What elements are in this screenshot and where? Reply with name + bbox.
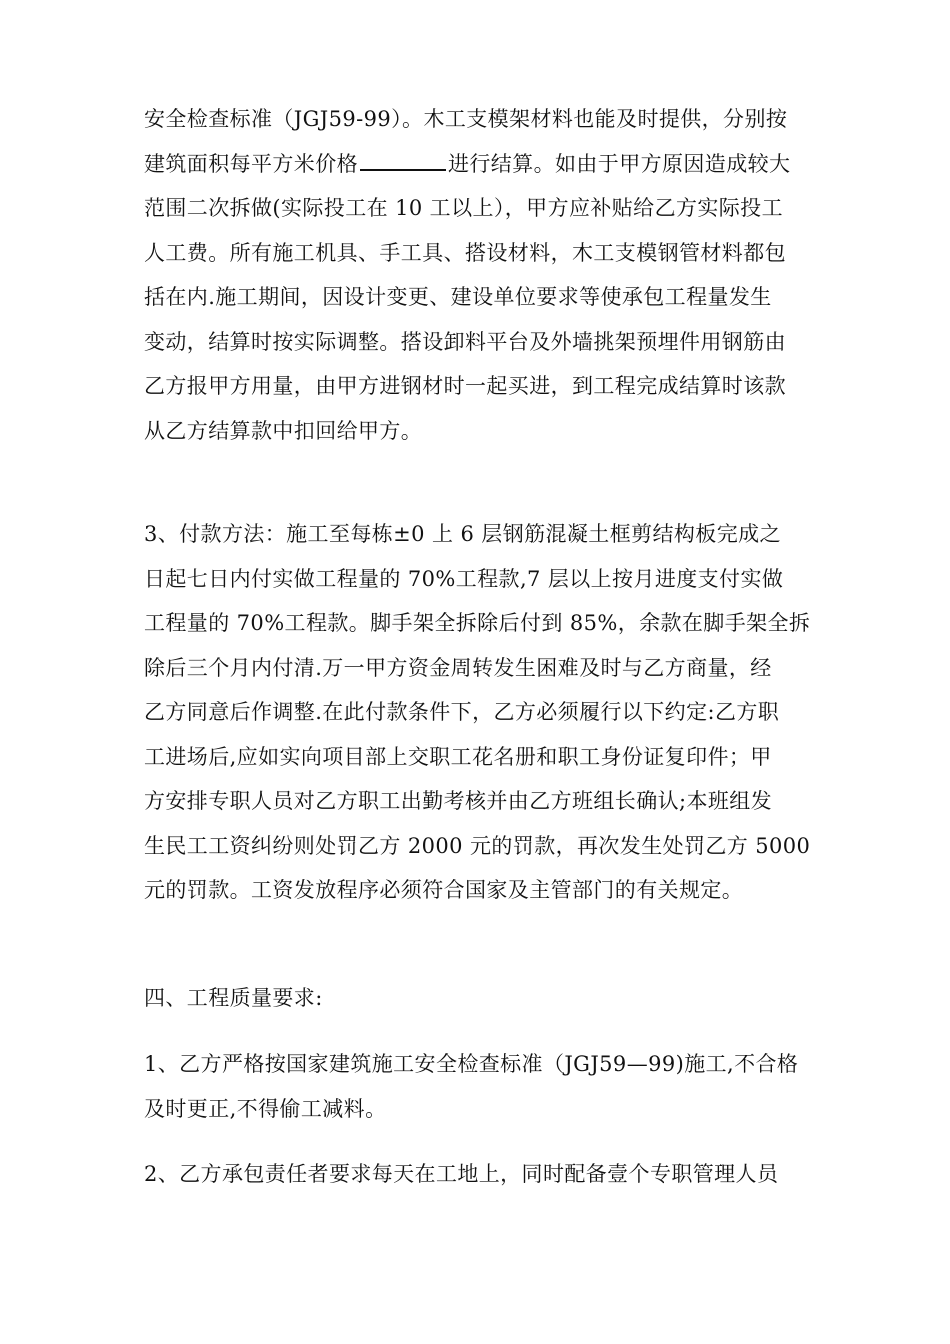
- section-heading-quality-requirements: [144, 976, 814, 1021]
- text-line: 3、付款方法：施工至每栋±0 上 6 层钢筋混凝土框剪结构板完成之: [144, 522, 781, 546]
- text-line: 2、乙方承包责任者要求每天在工地上，同时配备壹个专职管理人员: [144, 1162, 779, 1186]
- paragraph-quality-item-2: [144, 1152, 814, 1197]
- text-line: 乙方报甲方用量，由甲方进钢材时一起买进，到工程完成结算时该款: [144, 374, 786, 398]
- text-line: 括在内.施工期间，因设计变更、建设单位要求等使承包工程量发生: [144, 285, 772, 309]
- paragraph-payment-method: [144, 512, 814, 913]
- text-line: 人工费。所有施工机具、手工具、搭设材料，木工支模钢管材料都包: [144, 240, 786, 265]
- text-line: 范围二次拆做(实际投工在 10 工以上），甲方应补贴给乙方实际投工: [144, 196, 783, 220]
- heading-text: 四、工程质量要求:: [144, 986, 323, 1010]
- text-line: 从乙方结算款中扣回给甲方。: [144, 418, 423, 443]
- paragraph-quality-item-1: [144, 1042, 814, 1131]
- text-line: 乙方同意后作调整.在此付款条件下，乙方必须履行以下约定:乙方职: [144, 700, 780, 724]
- text-line: 元的罚款。工资发放程序必须符合国家及主管部门的有关规定。: [144, 878, 744, 902]
- text-segment: 进行结算。如由于甲方原因造成较大: [448, 151, 791, 176]
- text-line: 工进场后,应如实向项目部上交职工花名册和职工身份证复印件；甲: [144, 744, 772, 769]
- price-blank-field: [360, 151, 446, 171]
- text-line: 1、乙方严格按国家建筑施工安全检查标准（JGJ59—99)施工,不合格: [144, 1052, 799, 1076]
- text-line: 日起七日内付实做工程量的 70%工程款,7 层以上按月进度支付实做: [144, 566, 784, 591]
- paragraph-carpentry-materials: [144, 97, 814, 453]
- text-line: 变动，结算时按实际调整。搭设卸料平台及外墙挑架预埋件用钢筋由: [144, 329, 786, 354]
- text-segment: 建筑面积每平方米价格: [144, 151, 358, 176]
- text-line: 工程量的 70%工程款。脚手架全拆除后付到 85%，余款在脚手架全拆: [144, 611, 811, 635]
- text-line: 安全检查标准（JGJ59-99）。木工支模架材料也能及时提供，分别按: [144, 107, 788, 131]
- text-line: 方安排专职人员对乙方职工出勤考核并由乙方班组长确认;本班组发: [144, 789, 773, 813]
- text-line-with-blank: [144, 142, 814, 187]
- text-line: 除后三个月内付清.万一甲方资金周转发生困难及时与乙方商量，经: [144, 655, 772, 680]
- text-line: 生民工工资纠纷则处罚乙方 2000 元的罚款，再次发生处罚乙方 5000: [144, 833, 811, 858]
- text-line: 及时更正,不得偷工减料。: [144, 1096, 387, 1121]
